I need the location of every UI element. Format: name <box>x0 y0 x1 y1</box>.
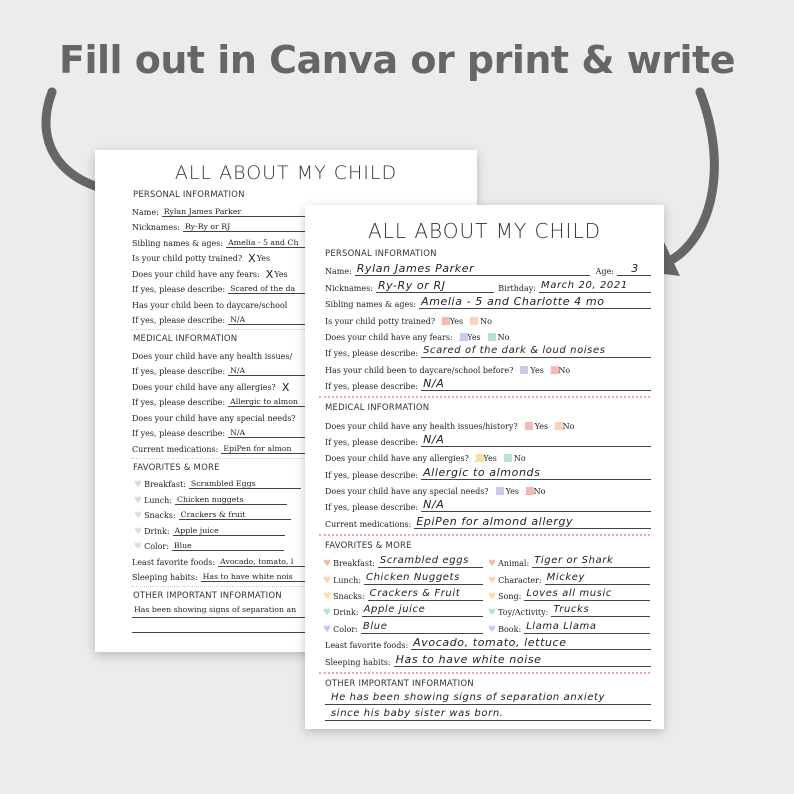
label: If yes, please describe: <box>325 503 419 513</box>
yes-label: Yes <box>530 365 544 375</box>
right-arrow-icon <box>668 92 714 262</box>
fav-field[interactable]: Loves all music <box>524 588 650 601</box>
fav-field[interactable]: Chicken Nuggets <box>364 572 483 585</box>
front-sleep-row <box>325 650 651 666</box>
back-personal-heading: PERSONAL INFORMATION <box>133 190 245 200</box>
label: Color: <box>144 542 169 551</box>
heart-icon: ♥ <box>488 608 497 618</box>
label: If yes, please describe: <box>132 367 226 376</box>
check-mark-icon[interactable]: X <box>248 252 256 263</box>
label: Name: <box>325 267 352 277</box>
yes-label: Yes <box>467 332 481 342</box>
front-potty-row <box>325 309 651 325</box>
label: Does your child have any allergies? <box>325 454 469 464</box>
nickname-field[interactable]: Ry-Ry or RJ <box>376 280 494 293</box>
no-checkbox[interactable] <box>488 333 496 341</box>
front-allergy-row <box>325 447 651 463</box>
yes-label: Yes <box>534 421 549 431</box>
heart-icon: ♥ <box>488 624 497 634</box>
no-checkbox[interactable] <box>504 454 512 462</box>
label: Sibling names & ages: <box>132 238 224 248</box>
no-label: No <box>533 487 546 497</box>
front-daycare-row <box>325 358 651 374</box>
front-medical-heading: MEDICAL INFORMATION <box>325 403 430 414</box>
fav-field[interactable]: Blue <box>361 621 483 634</box>
label: Has your child been to daycare/school before? <box>325 365 514 375</box>
name-field[interactable]: Rylan James Parker <box>162 207 462 217</box>
divider <box>319 396 650 398</box>
label: Snacks: <box>144 511 176 520</box>
label: Breakfast: <box>333 559 375 569</box>
label: Least favorite foods: <box>325 641 409 651</box>
sibling-field[interactable]: Amelia - 5 and Ch <box>226 238 462 248</box>
fav-row <box>488 617 650 633</box>
front-least-row <box>325 634 651 650</box>
fav-row <box>488 585 650 601</box>
front-favorites-heading: FAVORITES & MORE <box>325 540 412 551</box>
meds-field[interactable]: EpiPen for almon <box>221 444 462 454</box>
label: Lunch: <box>333 575 362 585</box>
favorites-grid <box>323 552 653 634</box>
label: Is your child potty trained? <box>325 316 436 326</box>
birthday-field[interactable]: March 20, 2021 <box>539 280 651 293</box>
daycare-desc-field[interactable]: N/A <box>228 315 462 325</box>
yes-label: Yes <box>483 454 497 464</box>
front-nick-row <box>325 276 651 292</box>
yes-checkbox[interactable] <box>496 487 504 495</box>
meds-field[interactable]: EpiPen for almond allergy <box>414 516 651 529</box>
heart-icon: ♥ <box>323 592 332 602</box>
fav-field[interactable]: Trucks <box>551 604 650 617</box>
heart-icon: ♥ <box>323 608 332 618</box>
label: Nicknames: <box>325 283 373 293</box>
front-other-row-2 <box>325 705 651 721</box>
check-mark-icon[interactable]: X <box>281 380 290 392</box>
favorites-left-column <box>323 552 488 634</box>
front-other-row <box>325 690 651 705</box>
nickname-field[interactable]: Ry-Ry or RJ <box>183 222 462 232</box>
label: Book: <box>498 624 522 634</box>
fav-row <box>488 568 650 584</box>
label: Does your child have any allergies? <box>132 382 276 392</box>
no-label: No <box>497 332 510 342</box>
yes-label: Yes <box>274 269 288 279</box>
front-allergy-desc-row <box>325 463 651 479</box>
front-form-page <box>305 205 664 729</box>
fav-field[interactable]: Blue <box>172 541 284 551</box>
age-field[interactable]: 3 <box>617 263 651 276</box>
yes-checkbox[interactable] <box>476 454 484 462</box>
other-field[interactable]: Has been showing signs of separation an <box>132 605 462 618</box>
fav-row <box>323 617 483 633</box>
front-sib-row <box>325 293 651 309</box>
label: If yes, please describe: <box>132 316 226 325</box>
label: Birthday: <box>498 283 536 293</box>
fav-row <box>323 601 483 617</box>
allergy-desc-field[interactable]: Allergic to almon <box>228 397 462 407</box>
sibling-field[interactable]: Amelia - 5 and Charlotte 4 mo <box>419 296 651 309</box>
fav-field[interactable]: Apple juice <box>362 604 483 617</box>
yes-checkbox[interactable] <box>525 422 533 430</box>
label: Has your child been to daycare/school <box>132 300 288 310</box>
label: Sleeping habits: <box>325 657 391 667</box>
heart-icon: ♥ <box>323 559 332 569</box>
no-checkbox[interactable] <box>551 366 559 374</box>
yes-checkbox[interactable] <box>520 366 528 374</box>
no-label: No <box>558 365 571 375</box>
front-health-row <box>325 414 651 430</box>
no-label: No <box>562 421 575 431</box>
front-fears-row <box>325 326 651 342</box>
check-mark-icon[interactable]: X <box>265 267 274 279</box>
health-desc-field[interactable]: N/A <box>421 434 651 447</box>
fav-row <box>323 585 483 601</box>
fav-row <box>323 568 483 584</box>
front-needs-desc-row <box>325 496 651 512</box>
fav-field[interactable]: Tiger or Shark <box>532 555 650 568</box>
no-label: No <box>513 454 526 464</box>
label: Age: <box>595 267 614 277</box>
other-field[interactable]: He has been showing signs of separation anxiety <box>325 692 651 705</box>
front-fears-desc-row <box>325 342 651 358</box>
label: Does your child have any special needs? <box>325 487 489 497</box>
heart-icon: ♥ <box>488 575 497 585</box>
label: Drink: <box>144 526 170 536</box>
back-title: ALL ABOUT MY CHILD <box>174 162 398 184</box>
front-daycare-desc-row <box>325 375 651 391</box>
front-title: ALL ABOUT MY CHILD <box>368 219 601 243</box>
least-field[interactable]: Avocado, tomato, lettuce <box>411 637 651 650</box>
divider <box>319 672 650 674</box>
label: Drink: <box>333 608 359 618</box>
front-other-heading: OTHER IMPORTANT INFORMATION <box>325 678 474 689</box>
label: Sleeping habits: <box>132 573 198 582</box>
label: If yes, please describe: <box>132 285 226 294</box>
label: If yes, please describe: <box>132 429 226 438</box>
label: Animal: <box>498 559 530 569</box>
needs-desc-field[interactable]: N/A <box>421 499 651 512</box>
fav-row <box>488 552 650 568</box>
name-field[interactable]: Rylan James Parker <box>355 263 590 276</box>
back-favorites-heading: FAVORITES & MORE <box>133 462 220 473</box>
heart-icon: ♥ <box>134 526 143 536</box>
label: Lunch: <box>144 495 173 505</box>
allergy-desc-field[interactable]: Allergic to almonds <box>421 467 651 480</box>
heart-icon: ♥ <box>323 575 332 585</box>
label: Does your child have any health issues/history? <box>325 421 518 431</box>
health-desc-field[interactable]: N/A <box>228 366 462 376</box>
label: Name: <box>132 207 159 217</box>
fears-desc-field[interactable]: Scared of the da <box>228 284 462 294</box>
label: Least favorite foods: <box>132 557 216 567</box>
fav-field[interactable]: Chicken nuggets <box>175 495 287 505</box>
label: Character: <box>498 575 542 585</box>
back-other-heading: OTHER IMPORTANT INFORMATION <box>133 591 282 601</box>
label: If yes, please describe: <box>325 382 419 392</box>
label: If yes, please describe: <box>325 437 419 447</box>
fav-field[interactable]: Mickey <box>545 572 650 585</box>
label: Song: <box>498 592 522 602</box>
favorites-right-column <box>488 552 653 634</box>
yes-label: Yes <box>449 316 464 326</box>
heart-icon: ♥ <box>323 624 332 634</box>
yes-label: Yes <box>256 254 271 263</box>
front-needs-row <box>325 480 651 496</box>
least-field[interactable]: Avocado, tomato, l <box>218 557 462 567</box>
label: Does your child have any special needs? <box>132 413 296 423</box>
sleep-field[interactable]: Has to have white nois <box>201 572 462 582</box>
label: Toy/Activity: <box>498 608 549 618</box>
front-name-row <box>325 260 651 276</box>
front-meds-row <box>325 512 651 528</box>
fav-field[interactable]: Crackers & fruit <box>179 510 291 520</box>
front-personal-heading: PERSONAL INFORMATION <box>325 249 437 259</box>
no-checkbox[interactable] <box>526 487 534 495</box>
heart-icon: ♥ <box>134 542 143 551</box>
heart-icon: ♥ <box>134 495 143 505</box>
no-checkbox[interactable] <box>555 422 563 430</box>
fav-field[interactable]: Scrambled eggs <box>378 555 483 568</box>
fav-row <box>488 601 650 617</box>
label: Breakfast: <box>144 480 186 489</box>
label: Current medications: <box>325 519 412 529</box>
fears-desc-field[interactable]: Scared of the dark & loud noises <box>421 345 651 358</box>
yes-label: Yes <box>505 487 520 497</box>
heart-icon: ♥ <box>134 480 143 489</box>
sleep-field[interactable]: Has to have white noise <box>394 654 651 667</box>
label: If yes, please describe: <box>132 398 226 407</box>
label: Sibling names & ages: <box>325 300 417 310</box>
no-checkbox[interactable] <box>470 317 478 325</box>
heart-icon: ♥ <box>488 592 497 602</box>
fav-field[interactable]: Apple juice <box>173 526 285 536</box>
yes-checkbox[interactable] <box>460 333 468 341</box>
heart-icon: ♥ <box>488 559 497 569</box>
fav-field[interactable]: Crackers & Fruit <box>368 588 483 601</box>
other-field-2[interactable]: since his baby sister was born. <box>325 708 651 721</box>
yes-checkbox[interactable] <box>442 317 450 325</box>
fav-field[interactable]: Llama Llama <box>524 621 650 634</box>
label: If yes, please describe: <box>325 349 419 359</box>
heart-icon: ♥ <box>134 511 143 520</box>
label: Does your child have any fears: <box>325 332 453 342</box>
label: Does your child have any fears: <box>132 269 260 279</box>
label: Does your child have any health issues/ <box>132 351 293 361</box>
label: Current medications: <box>132 444 219 454</box>
fav-row <box>323 552 483 568</box>
label: Color: <box>333 624 358 634</box>
front-health-desc-row <box>325 431 651 447</box>
label: If yes, please describe: <box>325 470 419 480</box>
label: Is your child potty trained? <box>132 254 243 263</box>
label: Nicknames: <box>132 223 180 232</box>
label: Snacks: <box>333 592 365 602</box>
back-medical-heading: MEDICAL INFORMATION <box>133 334 238 344</box>
divider <box>319 534 650 536</box>
no-label: No <box>480 316 492 326</box>
fav-field[interactable]: Scrambled Eggs <box>189 479 301 489</box>
headline: Fill out in Canva or print & write <box>58 38 736 82</box>
needs-desc-field[interactable]: N/A <box>228 428 462 438</box>
daycare-desc-field[interactable]: N/A <box>421 378 651 391</box>
